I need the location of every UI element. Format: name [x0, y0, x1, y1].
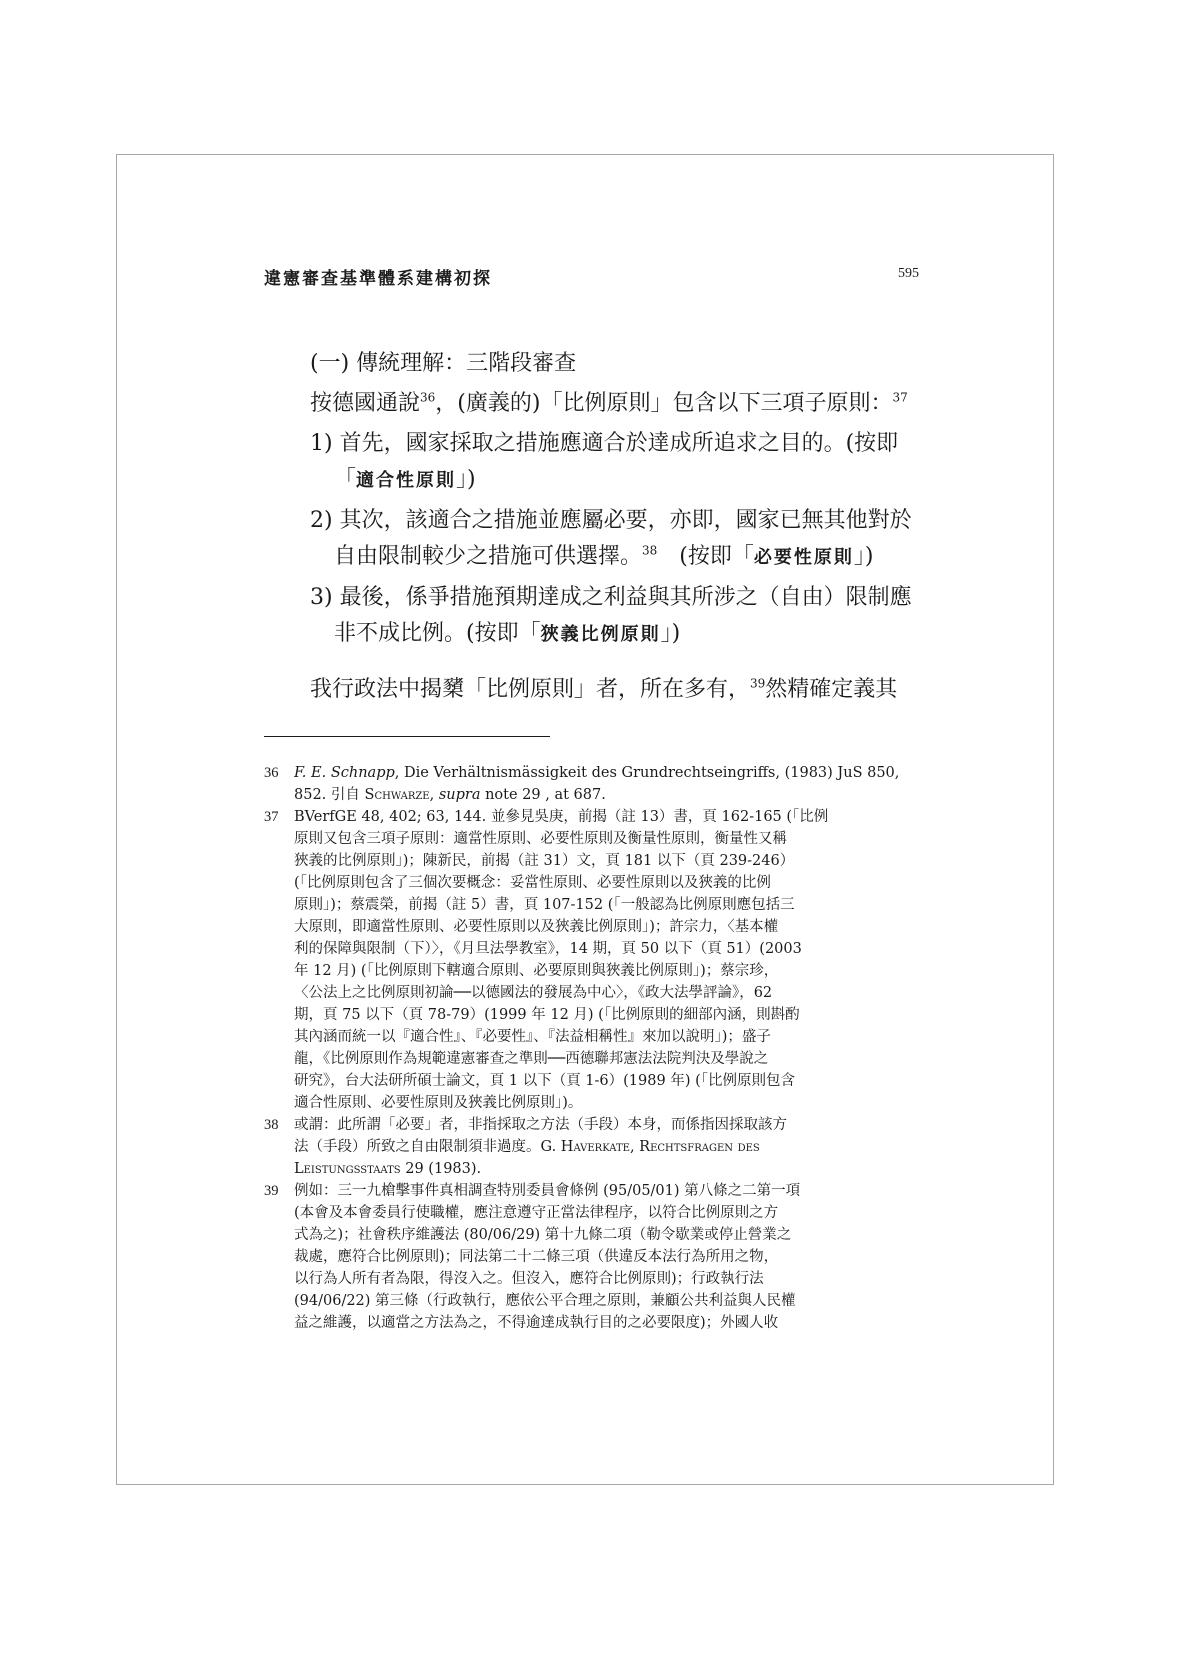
footnote-line: 原則又包含三項子原則：適當性原則、必要性原則及衡量性原則，衡量性又稱 [294, 831, 787, 847]
footnote-number: 39 [264, 1183, 279, 1199]
footnote-number: 37 [264, 809, 279, 825]
footnote-citation: 852. 引自 [294, 787, 365, 803]
footnote-citation: , [629, 1139, 640, 1155]
footnote-line [294, 1158, 926, 1180]
footnote-supra: supra [438, 787, 481, 803]
list-item-3-close: 」) [660, 621, 681, 646]
footnote-text [294, 762, 926, 806]
footnote-line: 年 12 月) (「比例原則下轄適合原則、必要原則與狹義比例原則」)；蔡宗珍， [294, 963, 779, 979]
footnote-text [294, 806, 926, 1114]
list-item-1-line1: 1) 首先，國家採取之措施應適合於達成所追求之目的。(按即 [310, 431, 899, 456]
closing-text-a: 我行政法中揭櫫「比例原則」者，所在多有， [310, 677, 751, 702]
footnote-line: 裁處，應符合比例原則)；同法第二十二條三項（供違反本法行為所用之物， [294, 1249, 779, 1265]
list-item-3 [310, 580, 925, 653]
term-suitability: 適合性原則 [356, 470, 457, 491]
footnote-author-sc: Haverkate [560, 1139, 630, 1155]
footnote-citation: 29 (1983). [400, 1161, 482, 1177]
page-number: 595 [898, 266, 919, 281]
footnote-line: 利的保障與限制（下）〉，《月旦法學教室》，14 期，頁 50 以下（頁 51）(2003 [294, 941, 802, 957]
footnote-line: 研究》，台大法研所碩士論文，頁 1 以下（頁 1-6）(1989 年) (「比例原則包含 [294, 1073, 795, 1089]
footnote-author: F. E. Schnapp [294, 765, 395, 781]
footnote-text [294, 1114, 926, 1180]
footnote-line: 例如：三一九槍擊事件真相調查特別委員會條例 (95/05/01) 第八條之二第一項 [294, 1183, 801, 1199]
footnote-line: 其內涵而統一以『適合性』、『必要性』、『法益相稱性』來加以說明」)；盛子 [294, 1029, 771, 1045]
footnote-line: 或謂：此所謂「必要」者，非指採取之方法（手段）本身，而係指因採取該方 [294, 1117, 787, 1133]
footnote-citation: , Die Verhältnismässigkeit des Grundrechtseingriffs, (1983) JuS 850, [394, 765, 900, 781]
term-proportionality-strict: 狹義比例原則 [540, 624, 661, 645]
footnote-39 [264, 1180, 926, 1334]
footnote-36 [264, 762, 926, 806]
running-header-title: 違憲審查基準體系建構初探 [264, 269, 492, 289]
term-necessity: 必要性原則 [753, 547, 854, 568]
closing-paragraph [310, 672, 897, 703]
list-item-2-line2 [310, 539, 925, 576]
list-item-1-line2 [310, 462, 925, 499]
footnote-line [294, 762, 926, 784]
footnote-line: 〈公法上之比例原則初論──以德國法的發展為中心〉，《政大法學評論》，62 [294, 985, 773, 1001]
list-item-2-line1: 2) 其次，該適合之措施並應屬必要，亦即，國家已無其他對於 [310, 508, 912, 533]
list-item-1-close: 」) [456, 467, 476, 492]
footnote-line: 以行為人所有者為限，得沒入之。但沒入，應符合比例原則)；行政執行法 [294, 1271, 764, 1287]
section-heading: (一) 傳統理解：三階段審查 [310, 351, 577, 376]
footnote-line: 益之維護，以適當之方法為之，不得逾達成執行目的之必要限度)；外國人收 [294, 1315, 779, 1331]
footnote-citation: note 29 , at 687. [480, 787, 606, 803]
footnote-text [294, 1180, 926, 1334]
footnote-37 [264, 806, 926, 1114]
footnote-number: 38 [264, 1117, 279, 1133]
list-item-1-open: 「 [334, 467, 357, 492]
intro-paragraph [310, 386, 925, 422]
footnote-line: 大原則，即適當性原則、必要性原則以及狹義比例原則」)；許宗力，〈基本權 [294, 919, 779, 935]
footnote-line: BVerfGE 48, 402; 63, 144. 並參見吳庚，前揭（註 13）書，頁 162-165 (「比例 [294, 809, 829, 825]
footnote-citation: 法（手段）所致之自由限制須非過度。G. [294, 1139, 561, 1155]
footnote-line: 式為之)；社會秩序維護法 (80/06/29) 第十九條二項（勒令歇業或停止營業之 [294, 1227, 792, 1243]
list-item-2-text: 自由限制較少之措施可供選擇。 [334, 544, 643, 569]
list-item-3-line1: 3) 最後，係爭措施預期達成之利益與其所涉之（自由）限制應 [310, 585, 912, 610]
list-item-2-open: (按即「 [657, 544, 754, 569]
closing-text-b: 然精確定義其 [765, 677, 898, 702]
footnote-ref-38[interactable]: 38 [642, 543, 658, 558]
footnote-citation: , [429, 787, 439, 803]
footnote-38 [264, 1114, 926, 1180]
footnote-line: 龍，《比例原則作為規範違憲審查之準則──西德聯邦憲法法院判決及學說之 [294, 1051, 769, 1067]
body-text [310, 386, 925, 657]
list-item-2 [310, 503, 925, 576]
list-item-1 [310, 426, 925, 499]
footnote-line: (94/06/22) 第三條（行政執行，應依公平合理之原則，兼顧公共利益與人民權 [294, 1293, 796, 1309]
footnote-ref-36[interactable]: 36 [420, 390, 436, 405]
footnote-title-sc: Rechtsfragen des [639, 1139, 760, 1155]
footnote-title-sc: Leistungsstaats [294, 1161, 401, 1177]
footnote-line [294, 784, 926, 806]
footnote-line: (「比例原則包含了三個次要概念：妥當性原則、必要性原則以及狹義的比例 [294, 875, 771, 891]
intro-text-a: 按德國通說 [310, 391, 421, 416]
intro-text-b: ，(廣義的)「比例原則」包含以下三項子原則： [435, 391, 893, 416]
footnote-line: 原則」)；蔡震榮，前揭（註 5）書，頁 107-152 (「一般認為比例原則應包括三 [294, 897, 795, 913]
footnote-ref-37[interactable]: 37 [892, 390, 908, 405]
footnote-line: (本會及本會委員行使職權，應注意遵守正當法律程序，以符合比例原則之方 [294, 1205, 779, 1221]
list-item-3-text: 非不成比例。(按即「 [334, 621, 541, 646]
footnote-line: 期，頁 75 以下（頁 78-79）(1999 年 12 月) (「比例原則的細部內涵，則斟酌 [294, 1007, 800, 1023]
footnote-line [294, 1136, 926, 1158]
footnotes [264, 762, 926, 1334]
footnote-author-sc: Schwarze [364, 787, 430, 803]
list-item-3-line2 [310, 616, 925, 653]
footnote-ref-39[interactable]: 39 [750, 676, 766, 691]
footnote-line: 適合性原則、必要性原則及狹義比例原則」)。 [294, 1095, 583, 1111]
footnote-number: 36 [264, 765, 279, 781]
list-item-2-close: 」) [853, 544, 874, 569]
footnote-line: 狹義的比例原則」)；陳新民，前揭（註 31）文，頁 181 以下（頁 239-246） [294, 853, 795, 869]
footnote-separator [264, 736, 550, 737]
